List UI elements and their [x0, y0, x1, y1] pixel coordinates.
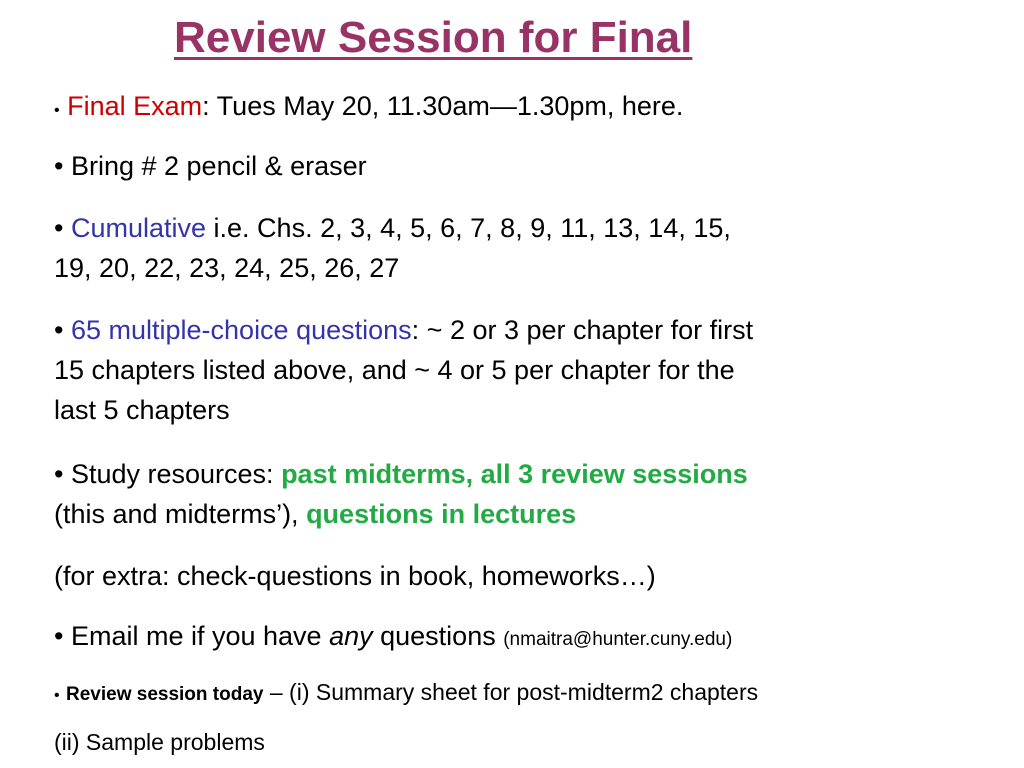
bullet-multiple-choice	[54, 310, 753, 350]
multiple-choice-line1: : ~ 2 or 3 per chapter for first	[411, 315, 754, 345]
extra-note: (for extra: check-questions in book, homeworks…)	[54, 561, 656, 591]
review-session-summary: (i) Summary sheet for post-midterm2 chapters	[289, 679, 759, 705]
slide-title: Review Session for Final	[174, 13, 693, 62]
study-resources-highlight1: past midterms, all 3 review sessions	[281, 459, 748, 489]
final-exam-label: Final Exam	[67, 91, 203, 121]
bullet-marker: •	[54, 315, 64, 345]
bullet-marker: •	[54, 151, 64, 181]
bullet-final-exam	[54, 86, 683, 131]
study-resources-prefix: Study resources:	[70, 459, 282, 489]
review-session-dash: –	[263, 679, 290, 705]
email-prefix: Email me if you have	[70, 621, 330, 651]
cumulative-chapters-line2: 19, 20, 22, 23, 24, 25, 26, 27	[54, 253, 400, 283]
bullet-cumulative	[54, 208, 731, 248]
study-resources-line2	[54, 494, 576, 534]
study-resources-line2-prefix: (this and midterms’),	[54, 499, 307, 529]
email-suffix: questions	[372, 621, 504, 651]
final-exam-details: : Tues May 20, 11.30am—1.30pm, here.	[202, 91, 684, 121]
bullet-marker: •	[54, 687, 60, 704]
bullet-marker: •	[54, 621, 64, 651]
study-resources-highlight2: questions in lectures	[306, 499, 577, 529]
multiple-choice-line3: last 5 chapters	[54, 395, 230, 425]
bullet-email	[54, 616, 732, 660]
review-session-label: Review session today	[66, 684, 264, 705]
pencil-text: Bring # 2 pencil & eraser	[70, 151, 367, 181]
bullet-review-session	[54, 672, 758, 716]
multiple-choice-line2: 15 chapters listed above, and ~ 4 or 5 per chapter for the	[54, 355, 735, 385]
bullet-pencil	[54, 146, 367, 186]
bullet-marker: •	[54, 213, 64, 243]
email-address: (nmaitra@hunter.cuny.edu)	[503, 629, 733, 650]
multiple-choice-label: 65 multiple-choice questions	[70, 315, 412, 345]
review-session-sample: (ii) Sample problems	[54, 729, 265, 755]
bullet-marker: •	[54, 459, 64, 489]
bullet-study-resources	[54, 454, 748, 494]
cumulative-label: Cumulative	[70, 213, 207, 243]
email-emphasis: any	[329, 621, 373, 651]
bullet-marker: •	[54, 102, 60, 119]
cumulative-chapters-line1: i.e. Chs. 2, 3, 4, 5, 6, 7, 8, 9, 11, 13, 14, 15,	[206, 213, 731, 243]
